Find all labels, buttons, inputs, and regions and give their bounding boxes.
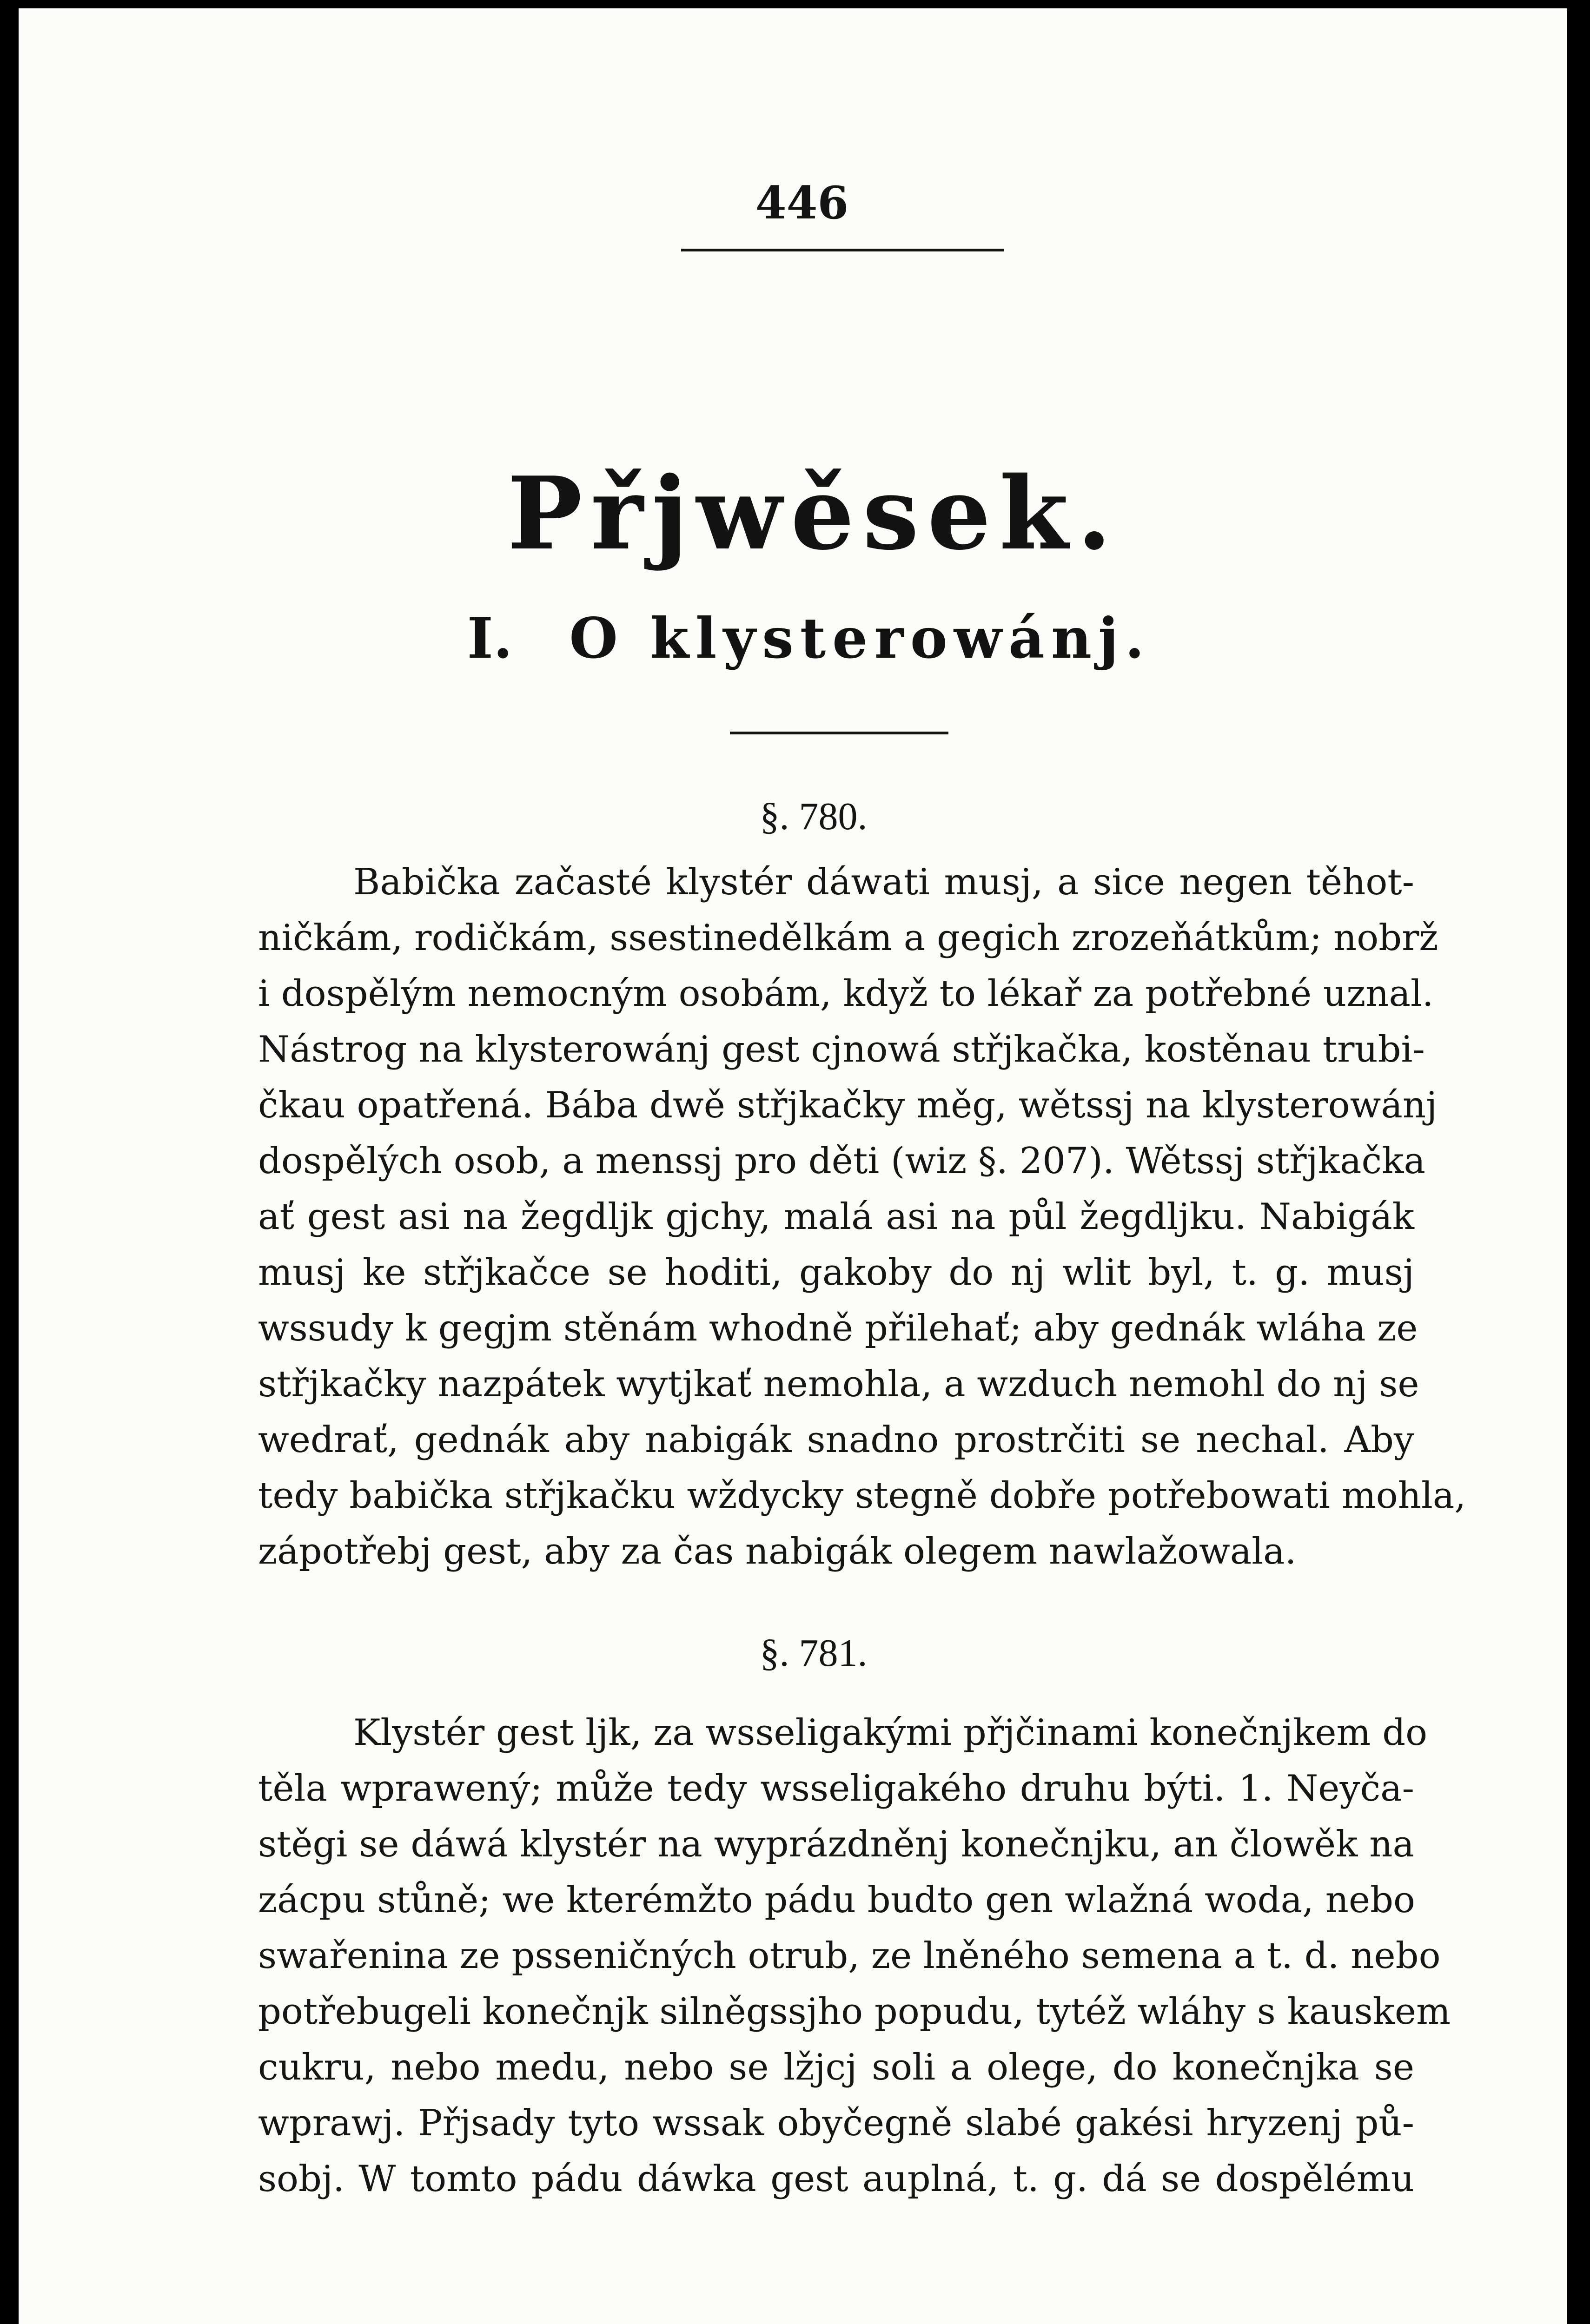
text-line: potřebugeli konečnjk silněgssjho popudu, tytéž wláhy s kauskem (258, 1991, 1451, 2033)
text-line: sobj. W tomto pádu dáwka gest auplná, t. g. dá se dospělému (258, 2158, 1414, 2200)
text-line: zápotřebj gest, aby za čas nabigák olegem nawlažowala. (258, 1531, 1297, 1572)
paragraph-number: §. 781. (760, 1631, 868, 1675)
text-line: musj ke střjkačce se hoditi, gakoby do nj wlit byl, t. g. musj (258, 1252, 1414, 1294)
text-line: tedy babička střjkačku wždycky stegně dobře potřebowati mohla, (258, 1475, 1466, 1517)
text-line: ať gest asi na žegdljk gjchy, malá asi na půl žegdljku. Nabigák (258, 1196, 1414, 1238)
text-line: swařenina ze psseničných otrub, ze lněného semena a t. d. nebo (258, 1935, 1441, 1977)
header-rule (681, 249, 1004, 251)
book-page (19, 8, 1567, 2324)
text-line: čkau opatřená. Bába dwě střjkačky měg, wětssj na klysterowánj (258, 1084, 1438, 1126)
paragraph-body (258, 1700, 1451, 2202)
text-line: těla wprawený; může tedy wsseligakého druhu býti. 1. Neyča- (258, 1768, 1414, 1809)
text-line: dospělých osob, a menssj pro děti (wiz §. 207). Wětssj střjkačka (258, 1140, 1425, 1182)
paragraph-number: §. 780. (760, 795, 868, 838)
page-number: 446 (755, 177, 849, 229)
text-line: zácpu stůně; we kterémžto pádu budto gen wlažná woda, nebo (258, 1879, 1415, 1921)
text-line: wprawj. Přjsady tyto wssak obyčegně slabé gakési hryzenj pů- (258, 2102, 1414, 2144)
text-line: stěgi se dáwá klystér na wyprázdněnj konečnjku, an člowěk na (258, 1823, 1414, 1865)
appendix-title: Přjwěsek. (507, 455, 1120, 572)
text-line: i dospělým nemocným osobám, když to lékař za potřebné uznal. (258, 973, 1434, 1015)
paragraph-body (258, 850, 1466, 1575)
text-line: cukru, nebo medu, nebo se lžjcj soli a olege, do konečnjka se (258, 2047, 1414, 2088)
section-title: O klysterowánj. (569, 606, 1151, 671)
text-line: wssudy k gegjm stěnám whodně přilehať; aby gednák wláha ze (258, 1307, 1418, 1349)
text-line: Nástrog na klysterowánj gest cjnowá střjkačka, kostěnau trubi- (258, 1029, 1425, 1070)
text-line: ničkám, rodičkám, ssestinedělkám a gegich zrozeňátkům; nobrž (258, 917, 1438, 959)
text-line: wedrať, gednák aby nabigák snadno prostrčiti se nechal. Aby (258, 1419, 1414, 1461)
text-line: Babička začasté klystér dáwati musj, a sice negen těhot- (353, 861, 1414, 903)
section-rule (730, 732, 948, 734)
section-heading (35, 606, 1567, 671)
text-line: střjkačky nazpátek wytjkať nemohla, a wzduch nemohl do nj se (258, 1363, 1419, 1405)
text-line: Klystér gest ljk, za wsseligakými přjčinami konečnjkem do (353, 1712, 1428, 1754)
section-roman-numeral: I. (467, 606, 513, 671)
